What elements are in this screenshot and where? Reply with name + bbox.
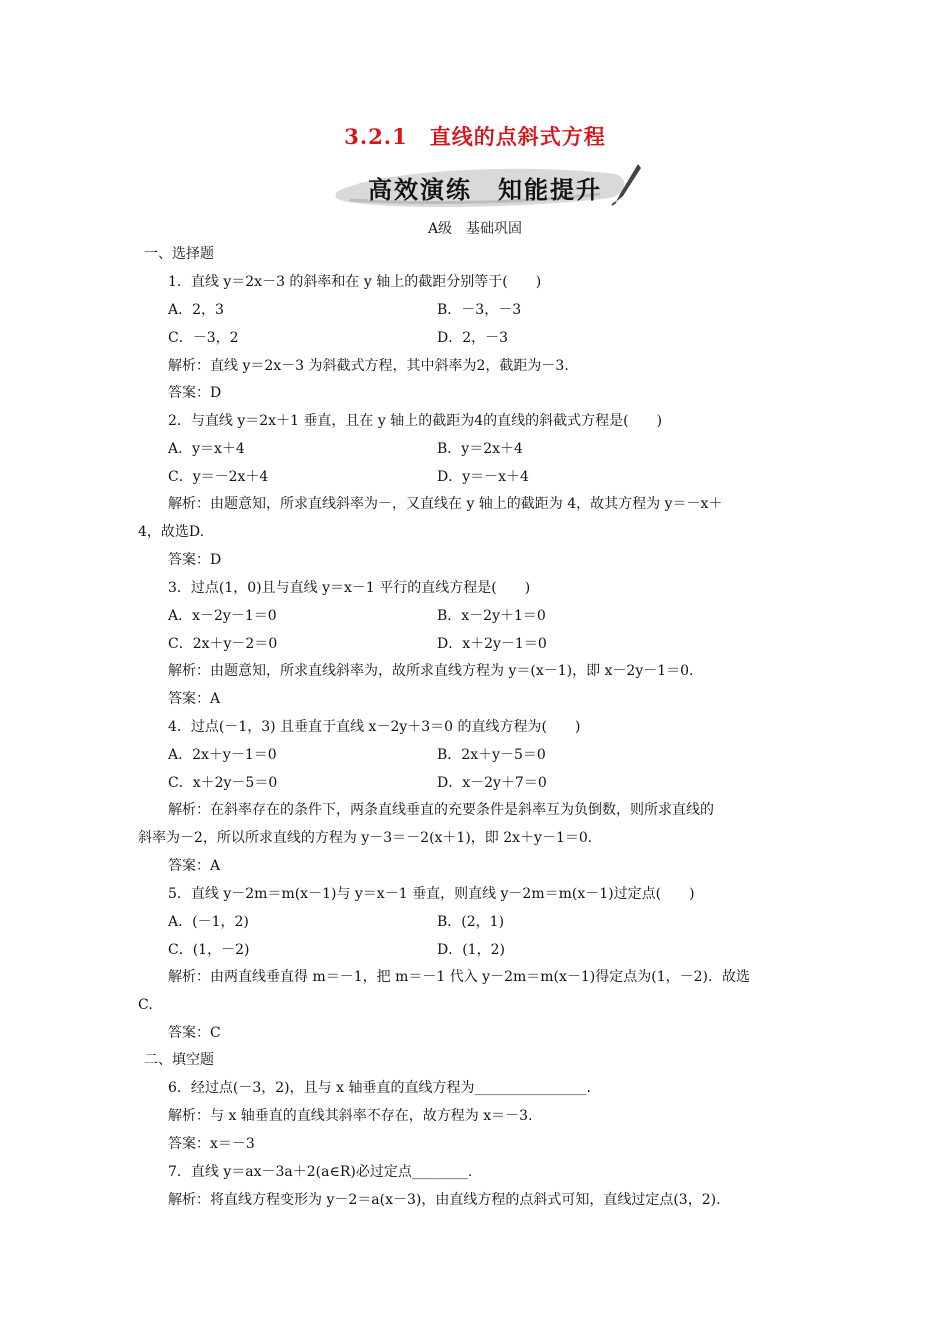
q2-option-a: A．y＝x＋4 (168, 441, 245, 457)
q2-option-c: C．y＝－2x＋4 (168, 469, 269, 485)
q1-answer: 答案：D (168, 385, 222, 401)
q2-analysis-line1: 解析：由题意知，所求直线斜率为－，又直线在 y 轴上的截距为 4，故其方程为 y＝－x＋ (168, 496, 723, 512)
q3-answer: 答案：A (168, 691, 221, 707)
q3-analysis: 解析：由题意知，所求直线斜率为，故所求直线方程为 y＝(x－1)，即 x－2y－1＝0. (168, 663, 694, 679)
q4-stem: 4．过点(－1，3) 且垂直于直线 x－2y＋3＝0 的直线方程为( ) (168, 719, 581, 735)
q1-option-c: C．－3，2 (168, 330, 239, 346)
section-heading-choice: 一、选择题 (144, 246, 214, 262)
q2-option-d: D．y＝－x＋4 (437, 469, 529, 485)
q5-option-d: D．(1，2) (437, 942, 505, 958)
pen-icon (608, 162, 644, 206)
q2-option-b: B．y＝2x＋4 (437, 441, 523, 457)
q2-answer: 答案：D (168, 552, 222, 568)
q5-option-b: B．(2，1) (437, 914, 505, 930)
q7-analysis: 解析：将直线方程变形为 y－2＝a(x－3)，由直线方程的点斜式可知，直线过定点(3，2). (168, 1192, 721, 1208)
section-heading-fill: 二、填空题 (144, 1052, 214, 1068)
q4-option-a: A．2x＋y－1＝0 (168, 747, 277, 763)
q5-analysis-line2: C. (138, 997, 153, 1013)
q1-option-b: B．－3，－3 (437, 302, 522, 318)
q4-analysis-line2: 斜率为－2，所以所求直线的方程为 y－3＝－2(x＋1)，即 2x＋y－1＝0. (138, 830, 593, 846)
q1-option-d: D．2，－3 (437, 330, 509, 346)
banner (330, 160, 640, 212)
q1-stem: 1．直线 y＝2x－3 的斜率和在 y 轴上的截距分别等于( ) (168, 274, 542, 290)
q5-stem: 5．直线 y－2m＝m(x－1)与 y＝x－1 垂直，则直线 y－2m＝m(x－1)过定点( ) (168, 886, 695, 902)
q5-analysis-line1: 解析：由两直线垂直得 m＝－1，把 m＝－1 代入 y－2m＝m(x－1)得定点为(1，－2)．故选 (168, 969, 750, 985)
q4-analysis-line1: 解析：在斜率存在的条件下，两条直线垂直的充要条件是斜率互为负倒数，则所求直线的 (168, 802, 714, 818)
q3-option-a: A．x－2y－1＝0 (168, 608, 277, 624)
q4-option-c: C．x＋2y－5＝0 (168, 775, 278, 791)
q5-option-c: C．(1，－2) (168, 942, 250, 958)
level-label: A级 基础巩固 (427, 221, 523, 237)
q4-option-b: B．2x＋y－5＝0 (437, 747, 546, 763)
q3-option-c: C．2x＋y－2＝0 (168, 636, 278, 652)
q3-stem: 3．过点(1，0)且与直线 y＝x－1 平行的直线方程是( ) (168, 580, 531, 596)
q4-answer: 答案：A (168, 858, 221, 874)
q5-option-a: A．(－1，2) (168, 914, 249, 930)
q1-analysis: 解析：直线 y＝2x－3 为斜截式方程，其中斜率为2，截距为－3. (168, 358, 569, 374)
q7-stem: 7．直线 y＝ax－3a＋2(a∈R)必过定点________. (168, 1164, 473, 1180)
banner-text: 高效演练 知能提升 (368, 176, 602, 204)
q2-analysis-line2: 4，故选D. (138, 524, 205, 540)
q6-answer: 答案：x＝－3 (168, 1136, 255, 1152)
lesson-title: 3.2.1 直线的点斜式方程 (344, 124, 606, 149)
q6-analysis: 解析：与 x 轴垂直的直线其斜率不存在，故方程为 x＝－3. (168, 1108, 533, 1124)
q1-option-a: A．2，3 (168, 302, 224, 318)
q3-option-d: D．x＋2y－1＝0 (437, 636, 547, 652)
q6-stem: 6．经过点(－3，2)，且与 x 轴垂直的直线方程为________________. (168, 1080, 591, 1096)
q2-stem: 2．与直线 y＝2x＋1 垂直，且在 y 轴上的截距为4的直线的斜截式方程是( ) (168, 413, 663, 429)
q4-option-d: D．x－2y＋7＝0 (437, 775, 547, 791)
q3-option-b: B．x－2y＋1＝0 (437, 608, 546, 624)
q5-answer: 答案：C (168, 1025, 221, 1041)
